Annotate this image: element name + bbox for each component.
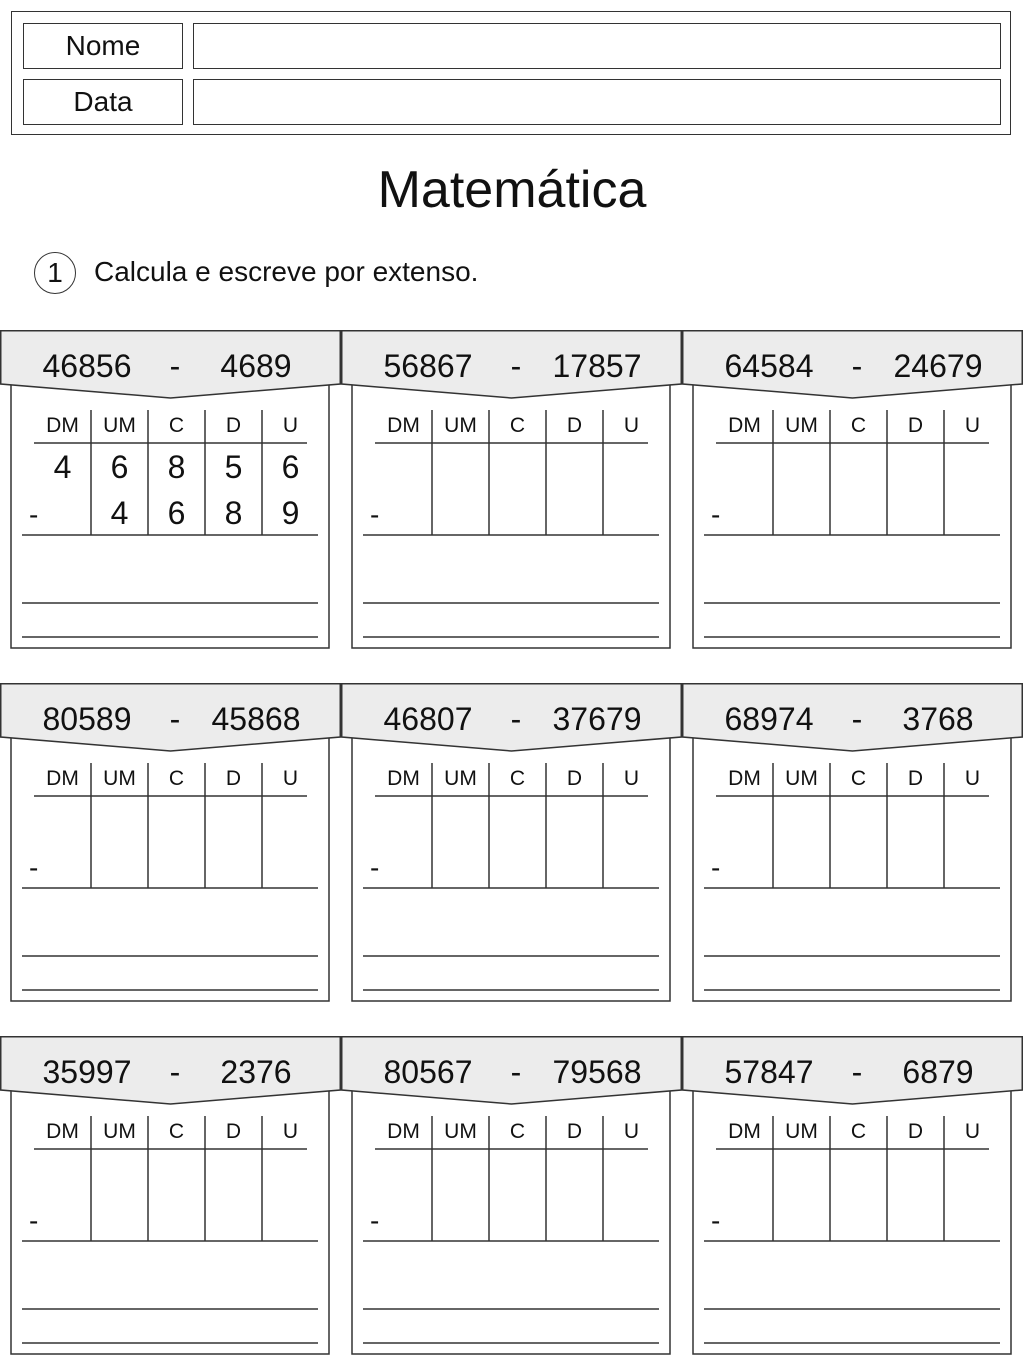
place-value-header: UM <box>785 1120 818 1143</box>
minuend-value: 46807 <box>383 701 473 737</box>
place-value-header: D <box>225 1120 242 1143</box>
place-value-header: C <box>168 767 185 790</box>
place-value-header: D <box>907 1120 924 1143</box>
subtrahend-value: 3768 <box>902 701 974 737</box>
place-value-header: U <box>282 414 299 437</box>
digit-top: 4 <box>53 449 72 485</box>
place-value-header: C <box>168 1120 185 1143</box>
operator-sign: - <box>169 348 181 384</box>
place-value-header: UM <box>103 1120 136 1143</box>
subtrahend-value: 2376 <box>220 1054 292 1090</box>
place-value-header: U <box>623 1120 640 1143</box>
operator-sign: - <box>169 1054 181 1090</box>
question-number-badge: 1 <box>34 252 76 294</box>
place-value-header: DM <box>728 414 761 437</box>
operator-sign: - <box>510 348 522 384</box>
operator-sign: - <box>169 701 181 737</box>
operator-sign: - <box>510 1054 522 1090</box>
exercise-card <box>341 1036 682 1356</box>
answer-box <box>693 723 1011 1001</box>
answer-box <box>352 370 670 648</box>
place-value-header: C <box>509 414 526 437</box>
minus-sign: - <box>711 1205 721 1236</box>
place-value-header: UM <box>785 414 818 437</box>
place-value-header: DM <box>728 1120 761 1143</box>
place-value-header: D <box>907 414 924 437</box>
answer-box <box>693 370 1011 648</box>
minuend-value: 35997 <box>42 1054 132 1090</box>
minuend-value: 80589 <box>42 701 132 737</box>
place-value-header: C <box>509 767 526 790</box>
place-value-header: D <box>225 414 242 437</box>
place-value-header: DM <box>387 1120 420 1143</box>
exercise-card <box>0 1036 341 1356</box>
place-value-header: D <box>566 1120 583 1143</box>
place-value-header: DM <box>46 414 79 437</box>
page-title: Matemática <box>377 161 647 219</box>
place-value-header: C <box>850 767 867 790</box>
operator-sign: - <box>851 1054 863 1090</box>
subtrahend-value: 45868 <box>211 701 301 737</box>
place-value-header: DM <box>46 767 79 790</box>
minus-sign: - <box>29 1205 39 1236</box>
answer-box <box>352 723 670 1001</box>
minuend-value: 57847 <box>724 1054 814 1090</box>
answer-box <box>693 1076 1011 1354</box>
operator-sign: - <box>851 701 863 737</box>
minus-sign: - <box>370 499 380 530</box>
subtrahend-value: 4689 <box>220 348 292 384</box>
place-value-header: D <box>566 414 583 437</box>
place-value-header: U <box>623 414 640 437</box>
minus-sign: - <box>29 499 39 530</box>
place-value-header: C <box>850 414 867 437</box>
minus-sign: - <box>370 1205 380 1236</box>
exercise-card <box>0 330 341 650</box>
place-value-header: UM <box>785 767 818 790</box>
place-value-header: U <box>964 414 981 437</box>
exercise-card <box>341 330 682 650</box>
digit-top: 5 <box>224 449 243 485</box>
exercise-card <box>682 330 1023 650</box>
place-value-header: C <box>168 414 185 437</box>
minus-sign: - <box>711 852 721 883</box>
minuend-value: 46856 <box>42 348 132 384</box>
name-field[interactable] <box>193 23 1001 69</box>
place-value-header: D <box>566 767 583 790</box>
digit-bottom: 4 <box>110 495 129 531</box>
place-value-header: U <box>964 1120 981 1143</box>
exercise-card <box>0 683 341 1003</box>
place-value-header: U <box>964 767 981 790</box>
place-value-header: D <box>907 767 924 790</box>
subtrahend-value: 79568 <box>552 1054 642 1090</box>
minus-sign: - <box>711 499 721 530</box>
minus-sign: - <box>370 852 380 883</box>
minus-sign: - <box>29 852 39 883</box>
place-value-header: DM <box>387 414 420 437</box>
place-value-header: UM <box>444 767 477 790</box>
digit-top: 6 <box>281 449 300 485</box>
question-instruction: Calcula e escreve por extenso. <box>94 256 479 287</box>
place-value-header: UM <box>444 1120 477 1143</box>
place-value-header: U <box>282 767 299 790</box>
exercise-card <box>341 683 682 1003</box>
place-value-header: C <box>509 1120 526 1143</box>
place-value-header: UM <box>103 414 136 437</box>
digit-top: 6 <box>110 449 129 485</box>
digit-top: 8 <box>167 449 186 485</box>
place-value-header: C <box>850 1120 867 1143</box>
place-value-header: D <box>225 767 242 790</box>
place-value-header: UM <box>444 414 477 437</box>
place-value-header: DM <box>728 767 761 790</box>
minuend-value: 80567 <box>383 1054 473 1090</box>
subtrahend-value: 6879 <box>902 1054 974 1090</box>
place-value-header: DM <box>387 767 420 790</box>
digit-bottom: 6 <box>167 495 186 531</box>
digit-bottom: 8 <box>224 495 243 531</box>
operator-sign: - <box>851 348 863 384</box>
answer-box <box>11 723 329 1001</box>
subtrahend-value: 37679 <box>552 701 642 737</box>
date-label: Data <box>23 79 183 125</box>
operator-sign: - <box>510 701 522 737</box>
answer-box <box>352 1076 670 1354</box>
answer-box <box>11 1076 329 1354</box>
digit-bottom: 9 <box>281 495 300 531</box>
place-value-header: U <box>623 767 640 790</box>
subtrahend-value: 17857 <box>552 348 642 384</box>
minuend-value: 68974 <box>724 701 814 737</box>
minuend-value: 64584 <box>724 348 814 384</box>
minuend-value: 56867 <box>383 348 473 384</box>
student-info-box <box>11 11 1011 135</box>
name-label: Nome <box>23 23 183 69</box>
exercise-card <box>682 1036 1023 1356</box>
place-value-header: UM <box>103 767 136 790</box>
place-value-header: DM <box>46 1120 79 1143</box>
date-field[interactable] <box>193 79 1001 125</box>
exercise-card <box>682 683 1023 1003</box>
place-value-header: U <box>282 1120 299 1143</box>
subtrahend-value: 24679 <box>893 348 983 384</box>
